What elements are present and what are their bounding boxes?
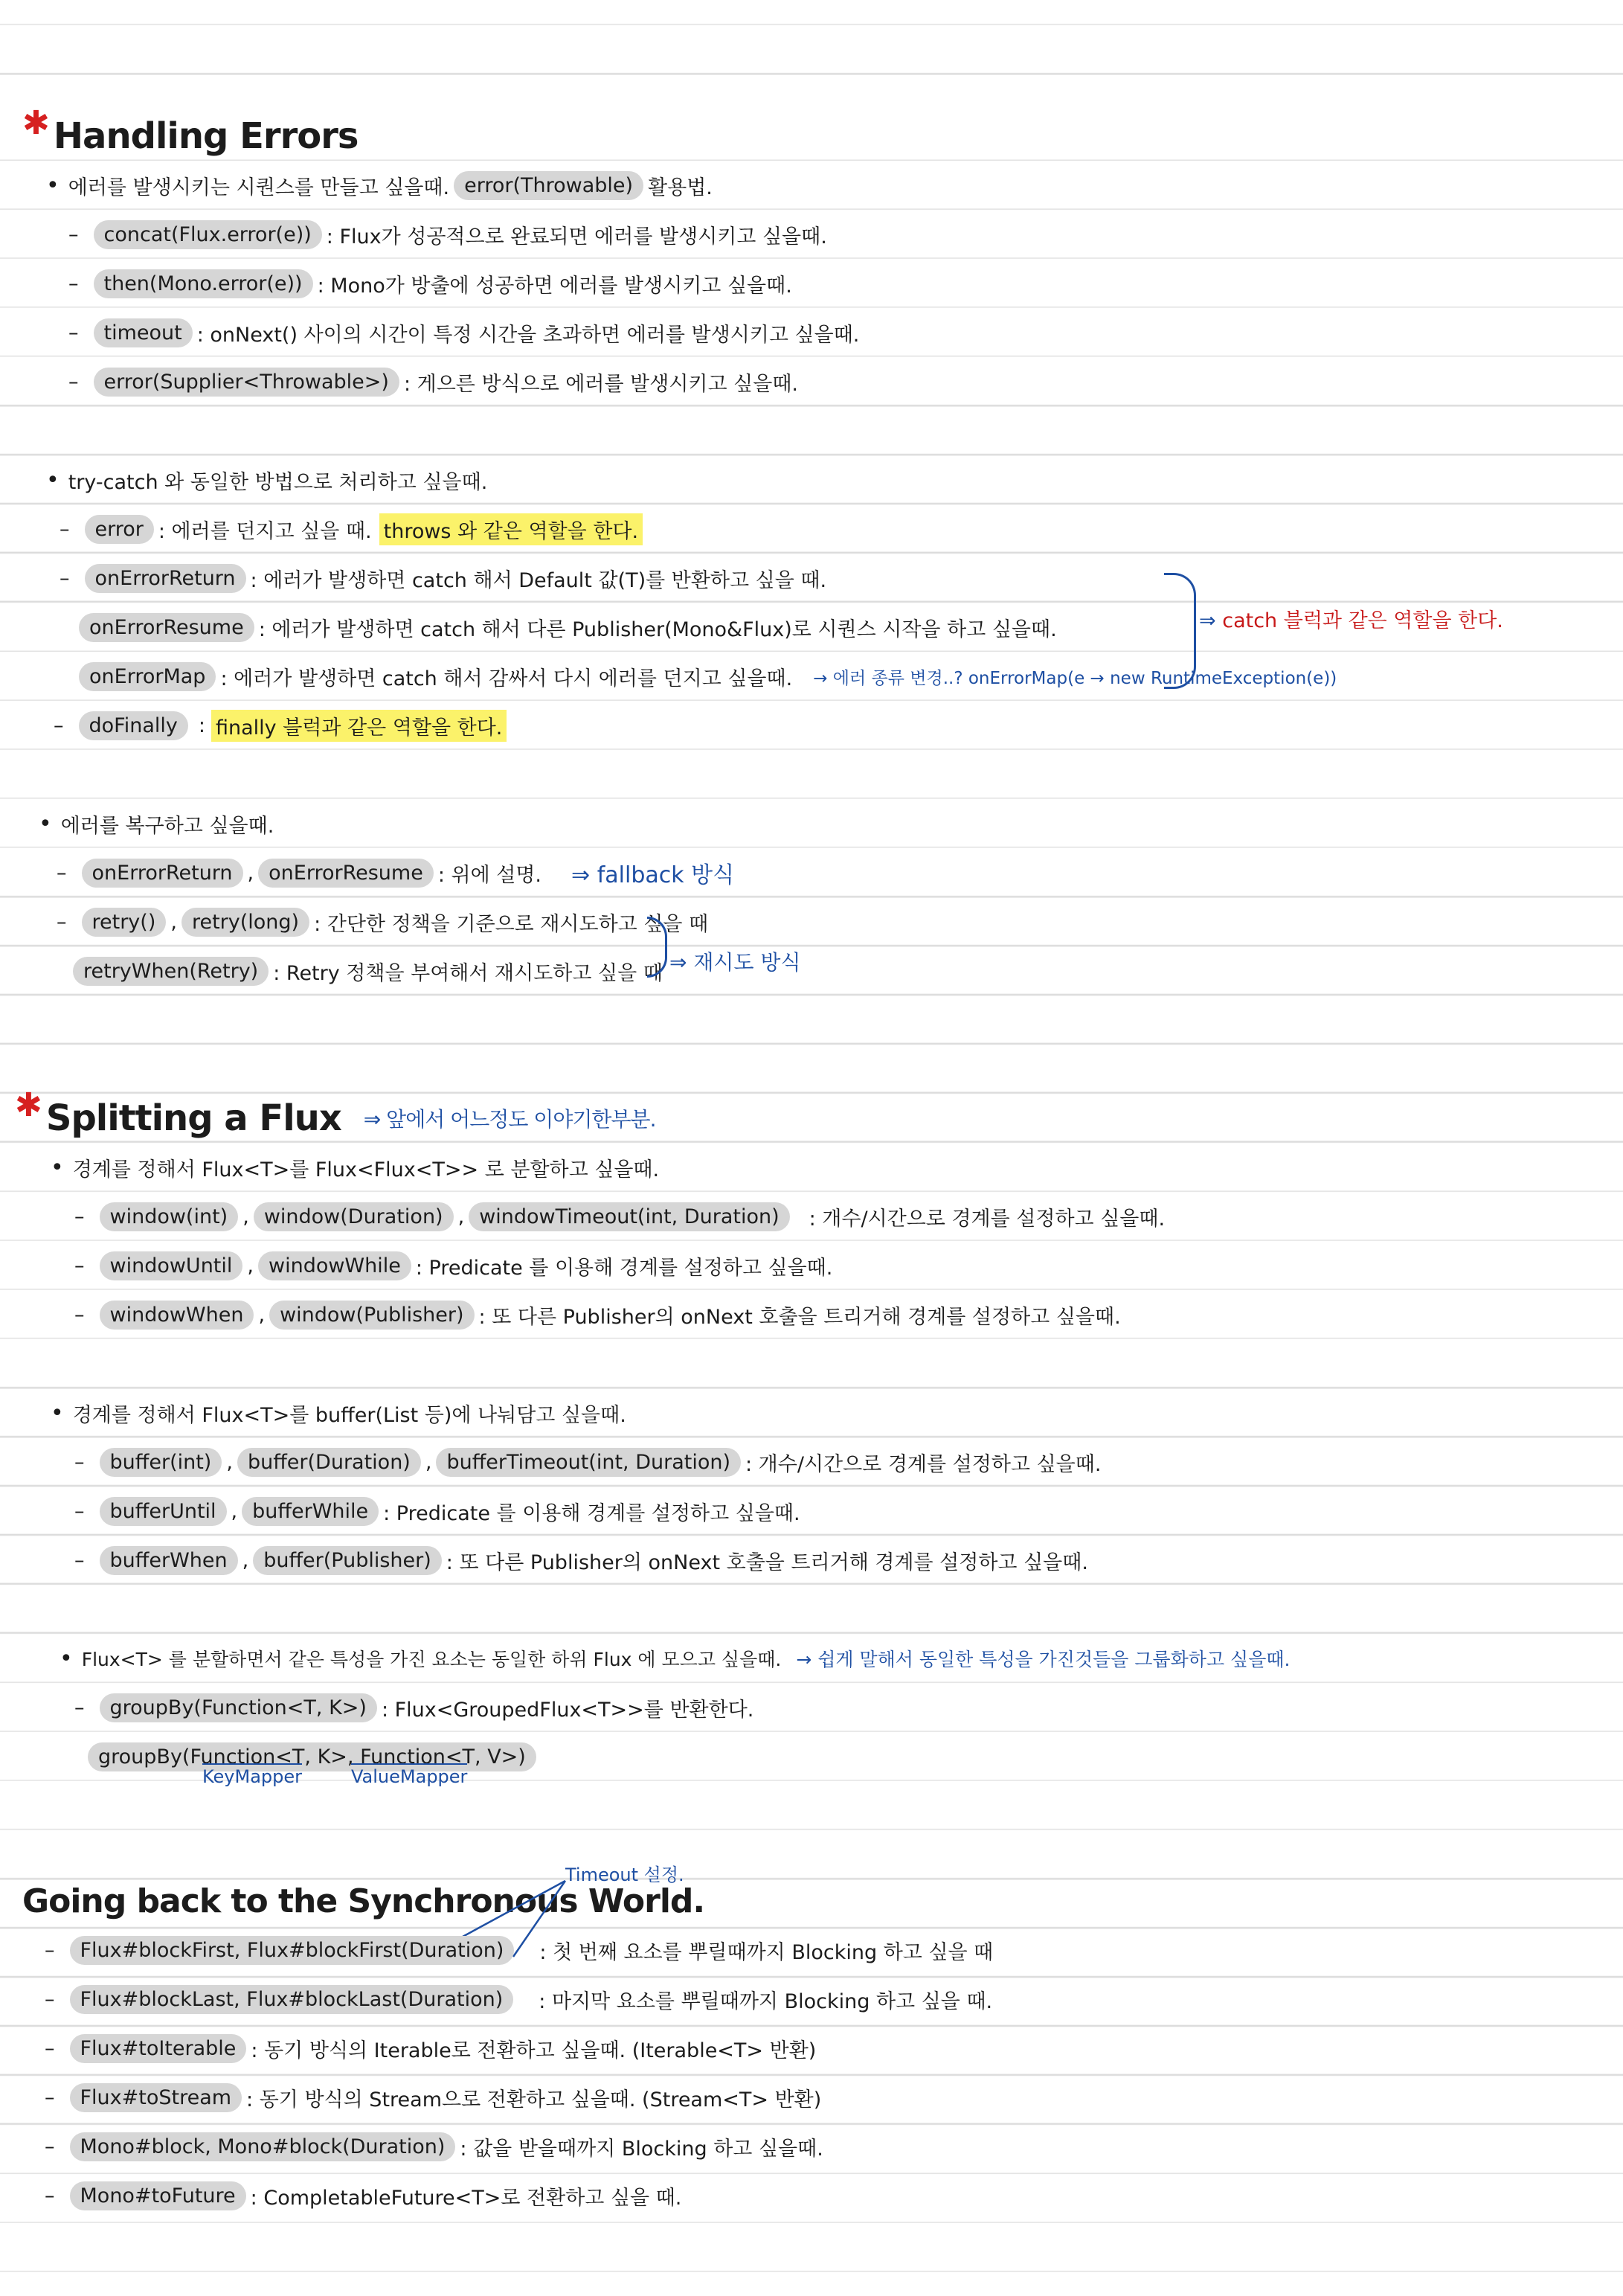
dash-icon: – <box>68 370 79 394</box>
list-item <box>45 2171 1623 2220</box>
bullet-text: try-catch 와 동일한 방법으로 처리하고 싶을때. <box>68 470 488 494</box>
highlight-text: throws 와 같은 역할을 한다. <box>379 513 643 545</box>
item-desc: : 에러가 발생하면 catch 해서 Default 값(T)를 반환하고 싶을 때. <box>250 568 827 592</box>
comma: , <box>170 910 177 934</box>
dash-icon: – <box>57 910 67 934</box>
item-desc: : Flux<GroupedFlux<T>>를 반환한다. <box>381 1698 754 1722</box>
bullet-buffer <box>51 1388 1623 1437</box>
dash-icon: – <box>68 272 79 295</box>
code-pill: onErrorResume <box>258 859 434 888</box>
code-pill: windowTimeout(int, Duration) <box>469 1202 789 1231</box>
code-pill: retryWhen(Retry) <box>73 957 269 986</box>
list-item: – bufferWhen , buffer(Publisher) : 또 다른 Publisher의 onNext 호출을 트리거해 경계를 설정하고 싶을때. <box>74 1536 1623 1585</box>
code-pill: windowWhile <box>258 1251 411 1280</box>
bullet-text: 에러를 발생시키는 시퀀스를 만들고 싶을때. <box>68 176 450 199</box>
colon: : <box>198 714 205 737</box>
code-pill: bufferTimeout(int, Duration) <box>436 1448 741 1477</box>
list-item <box>45 2024 1623 2073</box>
dash-icon: – <box>74 1548 85 1572</box>
code-pill: then(Mono.error(e)) <box>94 269 313 298</box>
code-pill: onErrorResume <box>79 613 254 642</box>
list-item: – bufferUntil , bufferWhile : Predicate 를 이용해 경계를 설정하고 싶을때. <box>74 1487 1623 1536</box>
code-pill: retry() <box>82 908 167 937</box>
item-desc: : Predicate 를 이용해 경계를 설정하고 싶을때. <box>415 1256 833 1280</box>
item-desc: : 게으른 방식으로 에러를 발생시키고 싶을때. <box>403 372 799 396</box>
bullet-text-suffix: 활용법. <box>648 176 713 199</box>
dash-icon: – <box>45 1987 55 2011</box>
item-desc: : 에러를 던지고 싶을 때. <box>158 519 372 543</box>
code-pill: onErrorReturn <box>85 564 246 593</box>
code-pill: bufferUntil <box>100 1497 227 1526</box>
dash-icon: – <box>45 2184 55 2207</box>
dash-icon: – <box>74 1499 85 1523</box>
section-heading-splitting <box>15 1086 1623 1143</box>
dash-icon: – <box>74 1303 85 1327</box>
bullet-text: 경계를 정해서 Flux<T>를 Flux<Flux<T>> 로 분할하고 싶을때. <box>72 1158 660 1181</box>
dash-icon: – <box>74 1696 85 1719</box>
list-item <box>68 946 1623 995</box>
item-desc: : Flux가 성공적으로 완료되면 에러를 발생시키고 싶을때. <box>326 225 827 248</box>
bullet-recovery <box>39 799 1623 848</box>
catch-note-text: catch 블럭과 같은 역할을 한다. <box>1222 609 1503 632</box>
list-item <box>60 554 1623 603</box>
dash-icon: – <box>60 517 70 541</box>
code-pill: Flux#blockLast, Flux#blockLast(Duration) <box>70 1985 514 2014</box>
code-pill: window(int) <box>100 1202 239 1231</box>
item-desc: : CompletableFuture<T>로 전환하고 싶을 때. <box>250 2186 682 2210</box>
section-title: Splitting a Flux <box>45 1097 341 1139</box>
code-pill: window(Duration) <box>254 1202 454 1231</box>
list-item <box>83 1732 1623 1781</box>
list-item: – window(int) , window(Duration) , windowTimeout(int, Duration) : 개수/시간으로 경계를 설정하고 싶을때. <box>74 1192 1623 1241</box>
section-title: Going back to the Synchronous World. <box>22 1882 705 1920</box>
annotation-note: ⇒ fallback 방식 <box>571 862 735 888</box>
item-desc: : 동기 방식의 Iterable로 전환하고 싶을때. (Iterable<T> 반환) <box>251 2039 817 2062</box>
item-desc: : 마지막 요소를 뿌릴때까지 Blocking 하고 싶을 때. <box>539 1989 993 2013</box>
list-item <box>54 701 1623 750</box>
dash-icon: – <box>60 566 70 590</box>
annotation-note: → 에러 종류 변경..? onErrorMap(e → new RuntimeException(e)) <box>813 668 1337 688</box>
item-desc: : 값을 받을때까지 Blocking 하고 싶을때. <box>460 2137 823 2161</box>
code-pill: windowUntil <box>100 1251 243 1280</box>
brace-icon <box>1164 573 1196 689</box>
code-pill: retry(long) <box>181 908 309 937</box>
code-pill: groupBy(Function<T, K>) <box>100 1693 377 1722</box>
code-pill: error(Supplier<Throwable>) <box>94 368 399 397</box>
dash-icon: – <box>54 714 64 737</box>
section-heading-handling-errors <box>22 103 1623 161</box>
section-title: Handling Errors <box>53 115 359 157</box>
dash-icon: – <box>68 222 79 246</box>
code-pill: buffer(Publisher) <box>253 1546 442 1575</box>
bullet-icon: • <box>39 810 52 837</box>
bullet-try-catch <box>46 455 1623 504</box>
code-pill: Flux#blockFirst, Flux#blockFirst(Duration) <box>70 1936 515 1965</box>
list-item <box>45 1975 1623 2024</box>
bullet-groupby <box>60 1634 1623 1683</box>
code-pill: error <box>85 515 154 544</box>
section-heading-sync <box>22 1876 1623 1925</box>
value-mapper-label: ValueMapper <box>351 1763 467 1787</box>
dash-icon: – <box>57 861 67 885</box>
list-item: – buffer(int) , buffer(Duration) , bufferTimeout(int, Duration) : 개수/시간으로 경계를 설정하고 싶을때. <box>74 1437 1623 1487</box>
highlight-text: finally 블럭과 같은 역할을 한다. <box>211 710 507 742</box>
arrow-right-icon: ⇒ <box>1199 609 1216 632</box>
code-pill: error(Throwable) <box>454 171 643 200</box>
bullet-text: 에러를 복구하고 싶을때. <box>60 814 274 838</box>
list-item <box>74 1683 1623 1732</box>
list-item <box>45 2122 1623 2171</box>
list-item <box>74 652 1623 701</box>
bullet-text: Flux<T> 를 분할하면서 같은 특성을 가진 요소는 동일한 하위 Flux 에 모으고 싶을때. <box>81 1649 782 1670</box>
dash-icon: – <box>68 321 79 344</box>
code-pill: buffer(int) <box>100 1448 222 1477</box>
code-pill: concat(Flux.error(e)) <box>94 220 322 249</box>
bullet-icon: • <box>46 466 60 493</box>
bullet-icon: • <box>51 1399 64 1426</box>
dash-icon: – <box>74 1205 85 1228</box>
timeout-note: Timeout 설정. <box>565 1864 684 1885</box>
code-pill: window(Publisher) <box>269 1301 474 1330</box>
list-item <box>45 2073 1623 2122</box>
bullet-window <box>51 1143 1623 1192</box>
code-pill: onErrorMap <box>79 662 216 691</box>
item-desc: : 개수/시간으로 경계를 설정하고 싶을때. <box>809 1207 1166 1231</box>
item-desc: : 에러가 발생하면 catch 해서 다른 Publisher(Mono&Flux)로 시퀀스 시작을 하고 싶을때. <box>258 618 1057 641</box>
list-item <box>60 504 1623 554</box>
item-desc: : 개수/시간으로 경계를 설정하고 싶을때. <box>745 1452 1102 1476</box>
dash-icon: – <box>74 1450 85 1474</box>
item-desc: : 간단한 정책을 기준으로 재시도하고 싶을 때 <box>314 912 709 936</box>
item-desc: : 또 다른 Publisher의 onNext 호출을 트리거해 경계를 설정하고 싶을때. <box>446 1551 1088 1574</box>
code-pill: timeout <box>94 318 193 347</box>
list-item <box>68 210 1623 259</box>
annotation-note: → 쉽게 말해서 동일한 특성을 가진것들을 그룹화하고 싶을때. <box>796 1649 1291 1670</box>
code-pill: windowWhen <box>100 1301 254 1330</box>
title-note: ⇒ 앞에서 어느정도 이야기한부분. <box>363 1107 656 1132</box>
item-desc: : onNext() 사이의 시간이 특정 시간을 초과하면 에러를 발생시키고 싶을때. <box>196 323 860 347</box>
item-desc: : 위에 설명. <box>437 863 542 887</box>
list-item <box>68 259 1623 308</box>
star-icon: ✱ <box>22 103 49 142</box>
list-item <box>57 848 1623 897</box>
bullet-icon: • <box>60 1645 73 1672</box>
dash-icon: – <box>45 2036 55 2060</box>
bullet-icon: • <box>51 1154 64 1181</box>
code-pill: doFinally <box>79 711 188 740</box>
dash-icon: – <box>45 2085 55 2109</box>
dash-icon: – <box>45 2135 55 2158</box>
code-pill: Mono#toFuture <box>70 2181 246 2210</box>
comma: , <box>247 861 254 885</box>
dash-icon: – <box>74 1254 85 1277</box>
item-desc: : 에러가 발생하면 catch 해서 감싸서 다시 에러를 던지고 싶을때. <box>220 667 793 690</box>
list-item <box>45 1925 1623 1975</box>
code-pill: Mono#block, Mono#block(Duration) <box>70 2132 456 2161</box>
dash-icon: – <box>45 1938 55 1962</box>
item-desc: : Mono가 방출에 성공하면 에러를 발생시키고 싶을때. <box>317 274 792 298</box>
list-item <box>57 897 1623 946</box>
item-desc: : 또 다른 Publisher의 onNext 호출을 트리거해 경계를 설정하고 싶을때. <box>478 1305 1121 1329</box>
code-pill: onErrorReturn <box>82 859 243 888</box>
code-pill: bufferWhen <box>100 1546 238 1575</box>
list-item: – windowUntil , windowWhile : Predicate 를 이용해 경계를 설정하고 싶을때. <box>74 1241 1623 1290</box>
item-desc: : Retry 정책을 부여해서 재시도하고 싶을 때 <box>273 961 663 985</box>
bullet-error-sequence <box>46 161 1623 210</box>
catch-note <box>1199 604 1503 633</box>
code-pill: groupBy(Function<T, K>, Function<T, V>) <box>88 1742 536 1771</box>
item-desc: : 첫 번째 요소를 뿌릴때까지 Blocking 하고 싶을 때 <box>539 1940 994 1964</box>
retry-note: ⇒ 재시도 방식 <box>669 950 801 975</box>
code-pill: Flux#toIterable <box>70 2034 247 2063</box>
item-desc: : Predicate 를 이용해 경계를 설정하고 싶을때. <box>383 1501 800 1525</box>
code-pill: buffer(Duration) <box>237 1448 421 1477</box>
list-item: – windowWhen , window(Publisher) : 또 다른 Publisher의 onNext 호출을 트리거해 경계를 설정하고 싶을때. <box>74 1290 1623 1339</box>
item-desc: : 동기 방식의 Stream으로 전환하고 싶을때. (Stream<T> 반환) <box>246 2088 822 2111</box>
code-pill: Flux#toStream <box>70 2083 242 2112</box>
list-item <box>68 308 1623 357</box>
key-mapper-label: KeyMapper <box>202 1763 302 1787</box>
star-icon: ✱ <box>15 1086 42 1124</box>
bullet-text: 경계를 정해서 Flux<T>를 buffer(List 등)에 나눠담고 싶을때. <box>72 1403 626 1427</box>
code-pill: bufferWhile <box>242 1497 379 1526</box>
bullet-icon: • <box>46 172 60 199</box>
list-item <box>68 357 1623 406</box>
